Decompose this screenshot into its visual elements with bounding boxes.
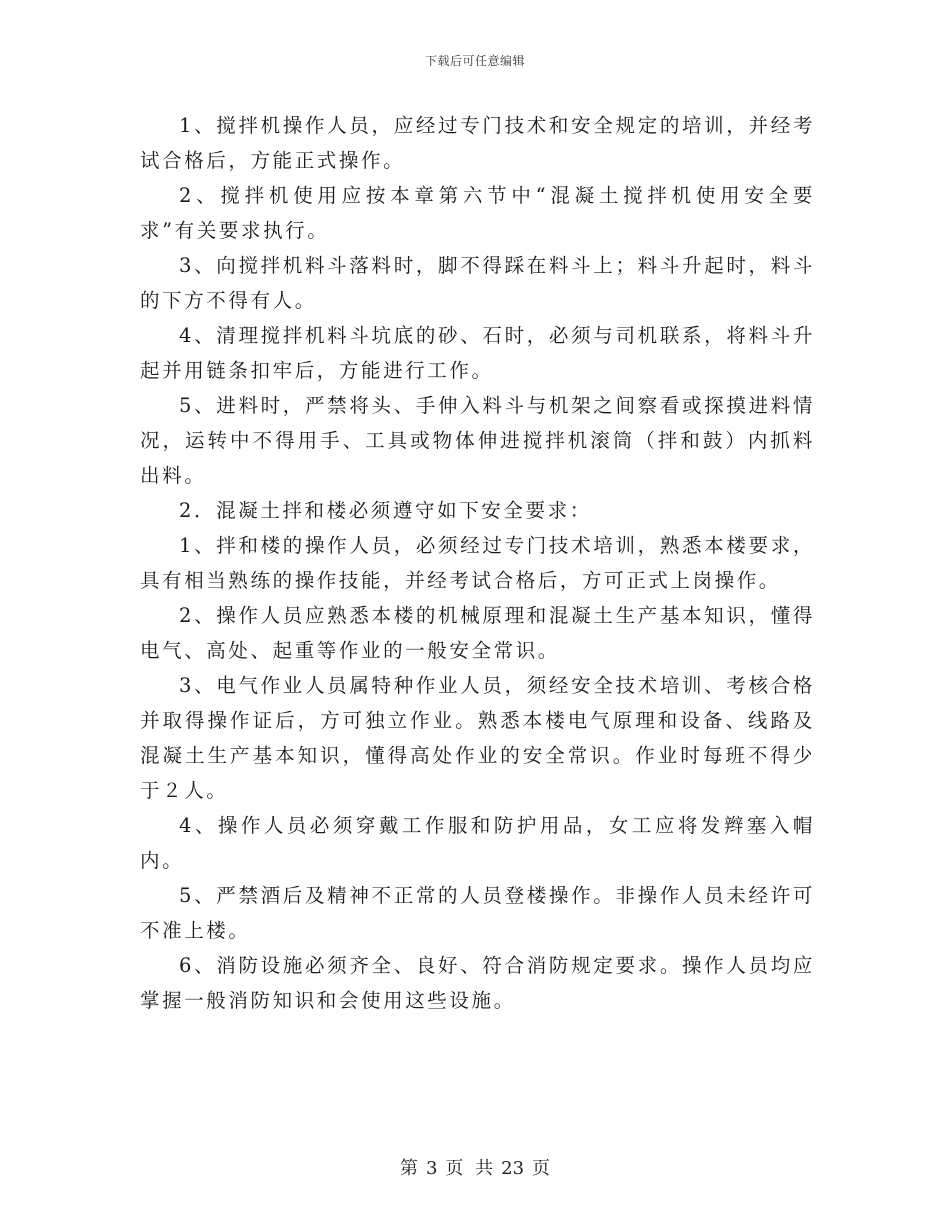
- paragraph-hopper-loading: 3、向搅拌机料斗落料时，脚不得踩在料斗上；料斗升起时，料斗的下方不得有人。: [140, 254, 815, 312]
- paragraph-no-alcohol: 5、严禁酒后及精神不正常的人员登楼操作。非操作人员未经许可不准上楼。: [140, 884, 815, 942]
- paragraph-mixer-usage: 2、搅拌机使用应按本章第六节中“混凝土搅拌机使用安全要求”有关要求执行。: [140, 184, 815, 242]
- footer-suffix: 页: [532, 1158, 551, 1179]
- footer-middle: 页 共: [445, 1158, 494, 1179]
- page-number: 3: [425, 1158, 438, 1179]
- paragraph-hopper-pit-cleaning: 4、清理搅拌机料斗坑底的砂、石时，必须与司机联系，将料斗升起并用链条扣牢后，方能进行工作。: [140, 324, 815, 382]
- page-footer: [0, 1154, 950, 1180]
- page-total: 23: [501, 1158, 525, 1179]
- section-heading-mixing-plant: 2．混凝土拌和楼必须遵守如下安全要求：: [179, 499, 592, 522]
- document-body: [140, 108, 815, 1018]
- paragraph-mixer-operator-training: 1、搅拌机操作人员，应经过专门技术和安全规定的培训，并经考试合格后，方能正式操作。: [140, 114, 815, 172]
- paragraph-feeding-safety: 5、进料时，严禁将头、手伸入料斗与机架之间察看或探摸进料情况，运转中不得用手、工具或物体伸进搅拌机滚筒（拌和鼓）内抓料出料。: [140, 394, 815, 487]
- paragraph-electrical-workers: 3、电气作业人员属特种作业人员，须经安全技术培训、考核合格并取得操作证后，方可独立作业。熟悉本楼电气原理和设备、线路及混凝土生产基本知识，懂得高处作业的安全常识。作业时每班不得少于２人。: [140, 674, 815, 802]
- page-header: 下载后可任意编辑: [424, 54, 525, 68]
- paragraph-plant-knowledge: 2、操作人员应熟悉本楼的机械原理和混凝土生产基本知识，懂得电气、高处、起重等作业的一般安全常识。: [140, 604, 815, 662]
- paragraph-fire-safety: 6、消防设施必须齐全、良好、符合消防规定要求。操作人员均应掌握一般消防知识和会使用这些设施。: [140, 954, 815, 1012]
- paragraph-protective-clothing: 4、操作人员必须穿戴工作服和防护用品，女工应将发辫塞入帽内。: [140, 814, 815, 872]
- footer-prefix: 第: [399, 1158, 418, 1179]
- paragraph-plant-operator-training: 1、拌和楼的操作人员，必须经过专门技术培训，熟悉本楼要求，具有相当熟练的操作技能，并经考试合格后，方可正式上岗操作。: [140, 534, 815, 592]
